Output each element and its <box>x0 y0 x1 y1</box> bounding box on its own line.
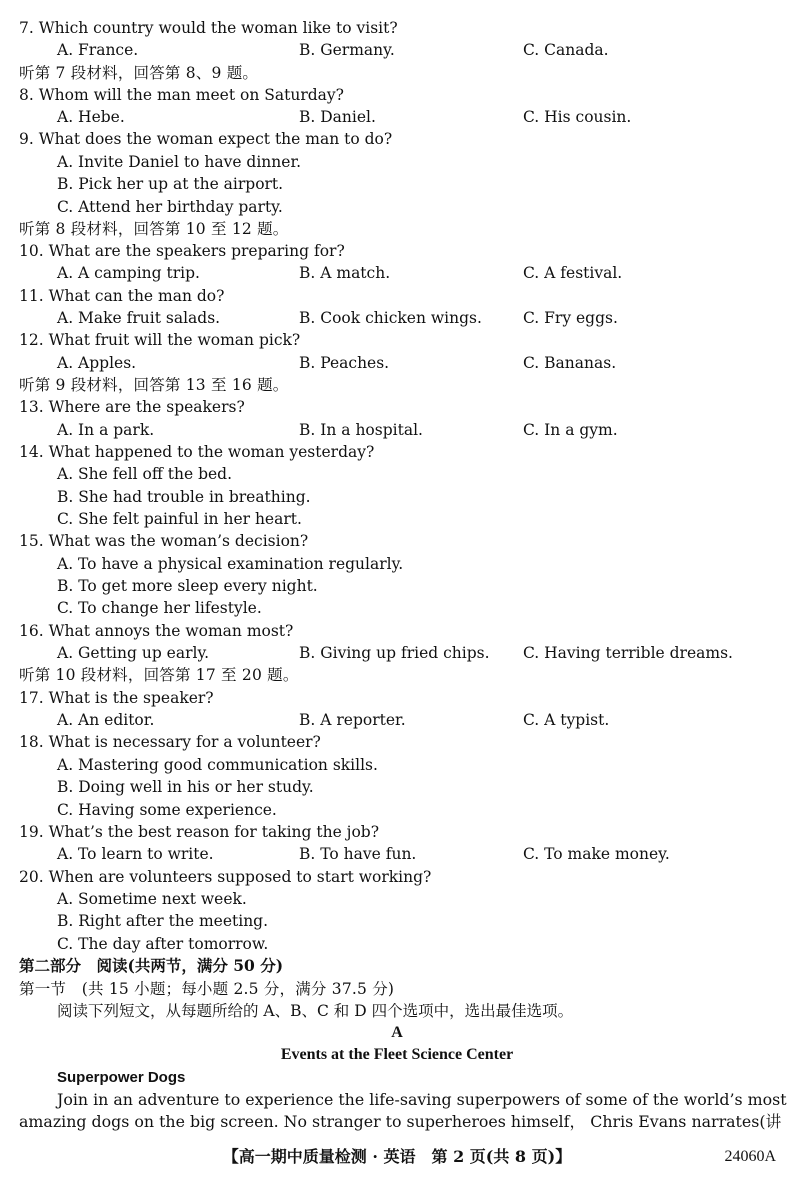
option-b: B. Cook chicken wings. <box>299 309 482 327</box>
question-stem: 19. What’s the best reason for taking the job? <box>19 823 380 841</box>
options-row <box>0 262 794 284</box>
page-footer <box>0 1145 794 1169</box>
option-b: B. She had trouble in breathing. <box>57 488 311 506</box>
option-c: C. A festival. <box>523 264 623 282</box>
option-c: C. Attend her birthday party. <box>57 198 283 216</box>
question-stem: 20. When are volunteers supposed to start working? <box>19 868 432 886</box>
question-stem: 12. What fruit will the woman pick? <box>19 331 301 349</box>
question-stem: 11. What can the man do? <box>19 287 225 305</box>
options-row <box>0 352 794 374</box>
options-row <box>0 419 794 441</box>
option-b: B. Germany. <box>299 41 395 59</box>
option-c: C. Having terrible dreams. <box>523 644 733 662</box>
reading-directions: 阅读下列短文，从每题所给的 A、B、C 和 D 四个选项中，选出最佳选项。 <box>57 1002 574 1020</box>
option-a: A. Mastering good communication skills. <box>57 756 378 774</box>
option-a: A. Make fruit salads. <box>57 309 221 327</box>
passage-title: Events at the Fleet Science Center <box>280 1046 514 1063</box>
options-row <box>0 39 794 61</box>
listening-instruction: 听第 10 段材料，回答第 17 至 20 题。 <box>19 666 299 684</box>
question-stem: 13. Where are the speakers? <box>19 398 245 416</box>
option-c: C. Canada. <box>523 41 609 59</box>
listening-instruction: 听第 8 段材料，回答第 10 至 12 题。 <box>19 220 289 238</box>
option-c: C. In a gym. <box>523 421 618 439</box>
option-b: B. To have fun. <box>299 845 417 863</box>
footer-label: 【高一期中质量检测 · 英语 第 2 页(共 8 页)】 <box>222 1147 572 1166</box>
passage-paragraph-line: amazing dogs on the big screen. No stranger to superheroes himself， Chris Evans narrates(讲 <box>19 1112 782 1131</box>
option-a: A. Getting up early. <box>57 644 210 662</box>
question-stem: 15. What was the woman’s decision? <box>19 532 309 550</box>
options-row <box>0 106 794 128</box>
section-title: 第一节 (共 15 小题；每小题 2.5 分，满分 37.5 分) <box>19 980 395 998</box>
option-c: C. Fry eggs. <box>523 309 618 327</box>
option-b: B. Doing well in his or her study. <box>57 778 314 796</box>
options-row <box>0 642 794 664</box>
options-row <box>0 843 794 865</box>
question-stem: 7. Which country would the woman like to visit? <box>19 19 398 37</box>
option-c: C. Bananas. <box>523 354 617 372</box>
options-row <box>0 307 794 329</box>
question-stem: 9. What does the woman expect the man to do? <box>19 130 393 148</box>
option-a: A. An editor. <box>57 711 155 729</box>
passage-subheading: Superpower Dogs <box>57 1069 186 1086</box>
option-a: A. To learn to write. <box>57 845 214 863</box>
option-b: B. Peaches. <box>299 354 390 372</box>
option-b: B. Right after the meeting. <box>57 912 269 930</box>
question-stem: 17. What is the speaker? <box>19 689 214 707</box>
option-a: A. Apples. <box>57 354 137 372</box>
option-b: B. In a hospital. <box>299 421 423 439</box>
option-b: B. A reporter. <box>299 711 406 729</box>
option-c: C. To make money. <box>523 845 670 863</box>
option-a: A. Hebe. <box>57 108 125 126</box>
listening-instruction: 听第 7 段材料，回答第 8、9 题。 <box>19 64 259 82</box>
option-c: C. She felt painful in her heart. <box>57 510 302 528</box>
option-a: A. Sometime next week. <box>57 890 247 908</box>
option-b: B. A match. <box>299 264 391 282</box>
option-a: A. France. <box>57 41 139 59</box>
question-stem: 10. What are the speakers preparing for? <box>19 242 345 260</box>
option-a: A. She fell off the bed. <box>57 465 233 483</box>
question-stem: 16. What annoys the woman most? <box>19 622 294 640</box>
option-b: B. Giving up fried chips. <box>299 644 490 662</box>
passage-letter: A <box>391 1024 403 1041</box>
option-a: A. A camping trip. <box>57 264 200 282</box>
passage-paragraph-line: Join in an adventure to experience the life-saving superpowers of some of the world’s most <box>57 1090 787 1109</box>
option-c: C. The day after tomorrow. <box>57 935 269 953</box>
option-c: C. Having some experience. <box>57 801 277 819</box>
question-stem: 18. What is necessary for a volunteer? <box>19 733 321 751</box>
option-a: A. To have a physical examination regularly. <box>57 555 404 573</box>
question-stem: 14. What happened to the woman yesterday? <box>19 443 375 461</box>
part-title: 第二部分 阅读(共两节，满分 50 分) <box>19 956 284 975</box>
options-row <box>0 709 794 731</box>
option-b: B. To get more sleep every night. <box>57 577 318 595</box>
listening-instruction: 听第 9 段材料，回答第 13 至 16 题。 <box>19 376 289 394</box>
option-a: A. Invite Daniel to have dinner. <box>57 153 302 171</box>
option-c: C. A typist. <box>523 711 610 729</box>
option-b: B. Pick her up at the airport. <box>57 175 284 193</box>
option-c: C. His cousin. <box>523 108 632 126</box>
question-stem: 8. Whom will the man meet on Saturday? <box>19 86 344 104</box>
paper-code: 24060A <box>724 1148 776 1165</box>
option-c: C. To change her lifestyle. <box>57 599 262 617</box>
option-b: B. Daniel. <box>299 108 376 126</box>
option-a: A. In a park. <box>57 421 155 439</box>
